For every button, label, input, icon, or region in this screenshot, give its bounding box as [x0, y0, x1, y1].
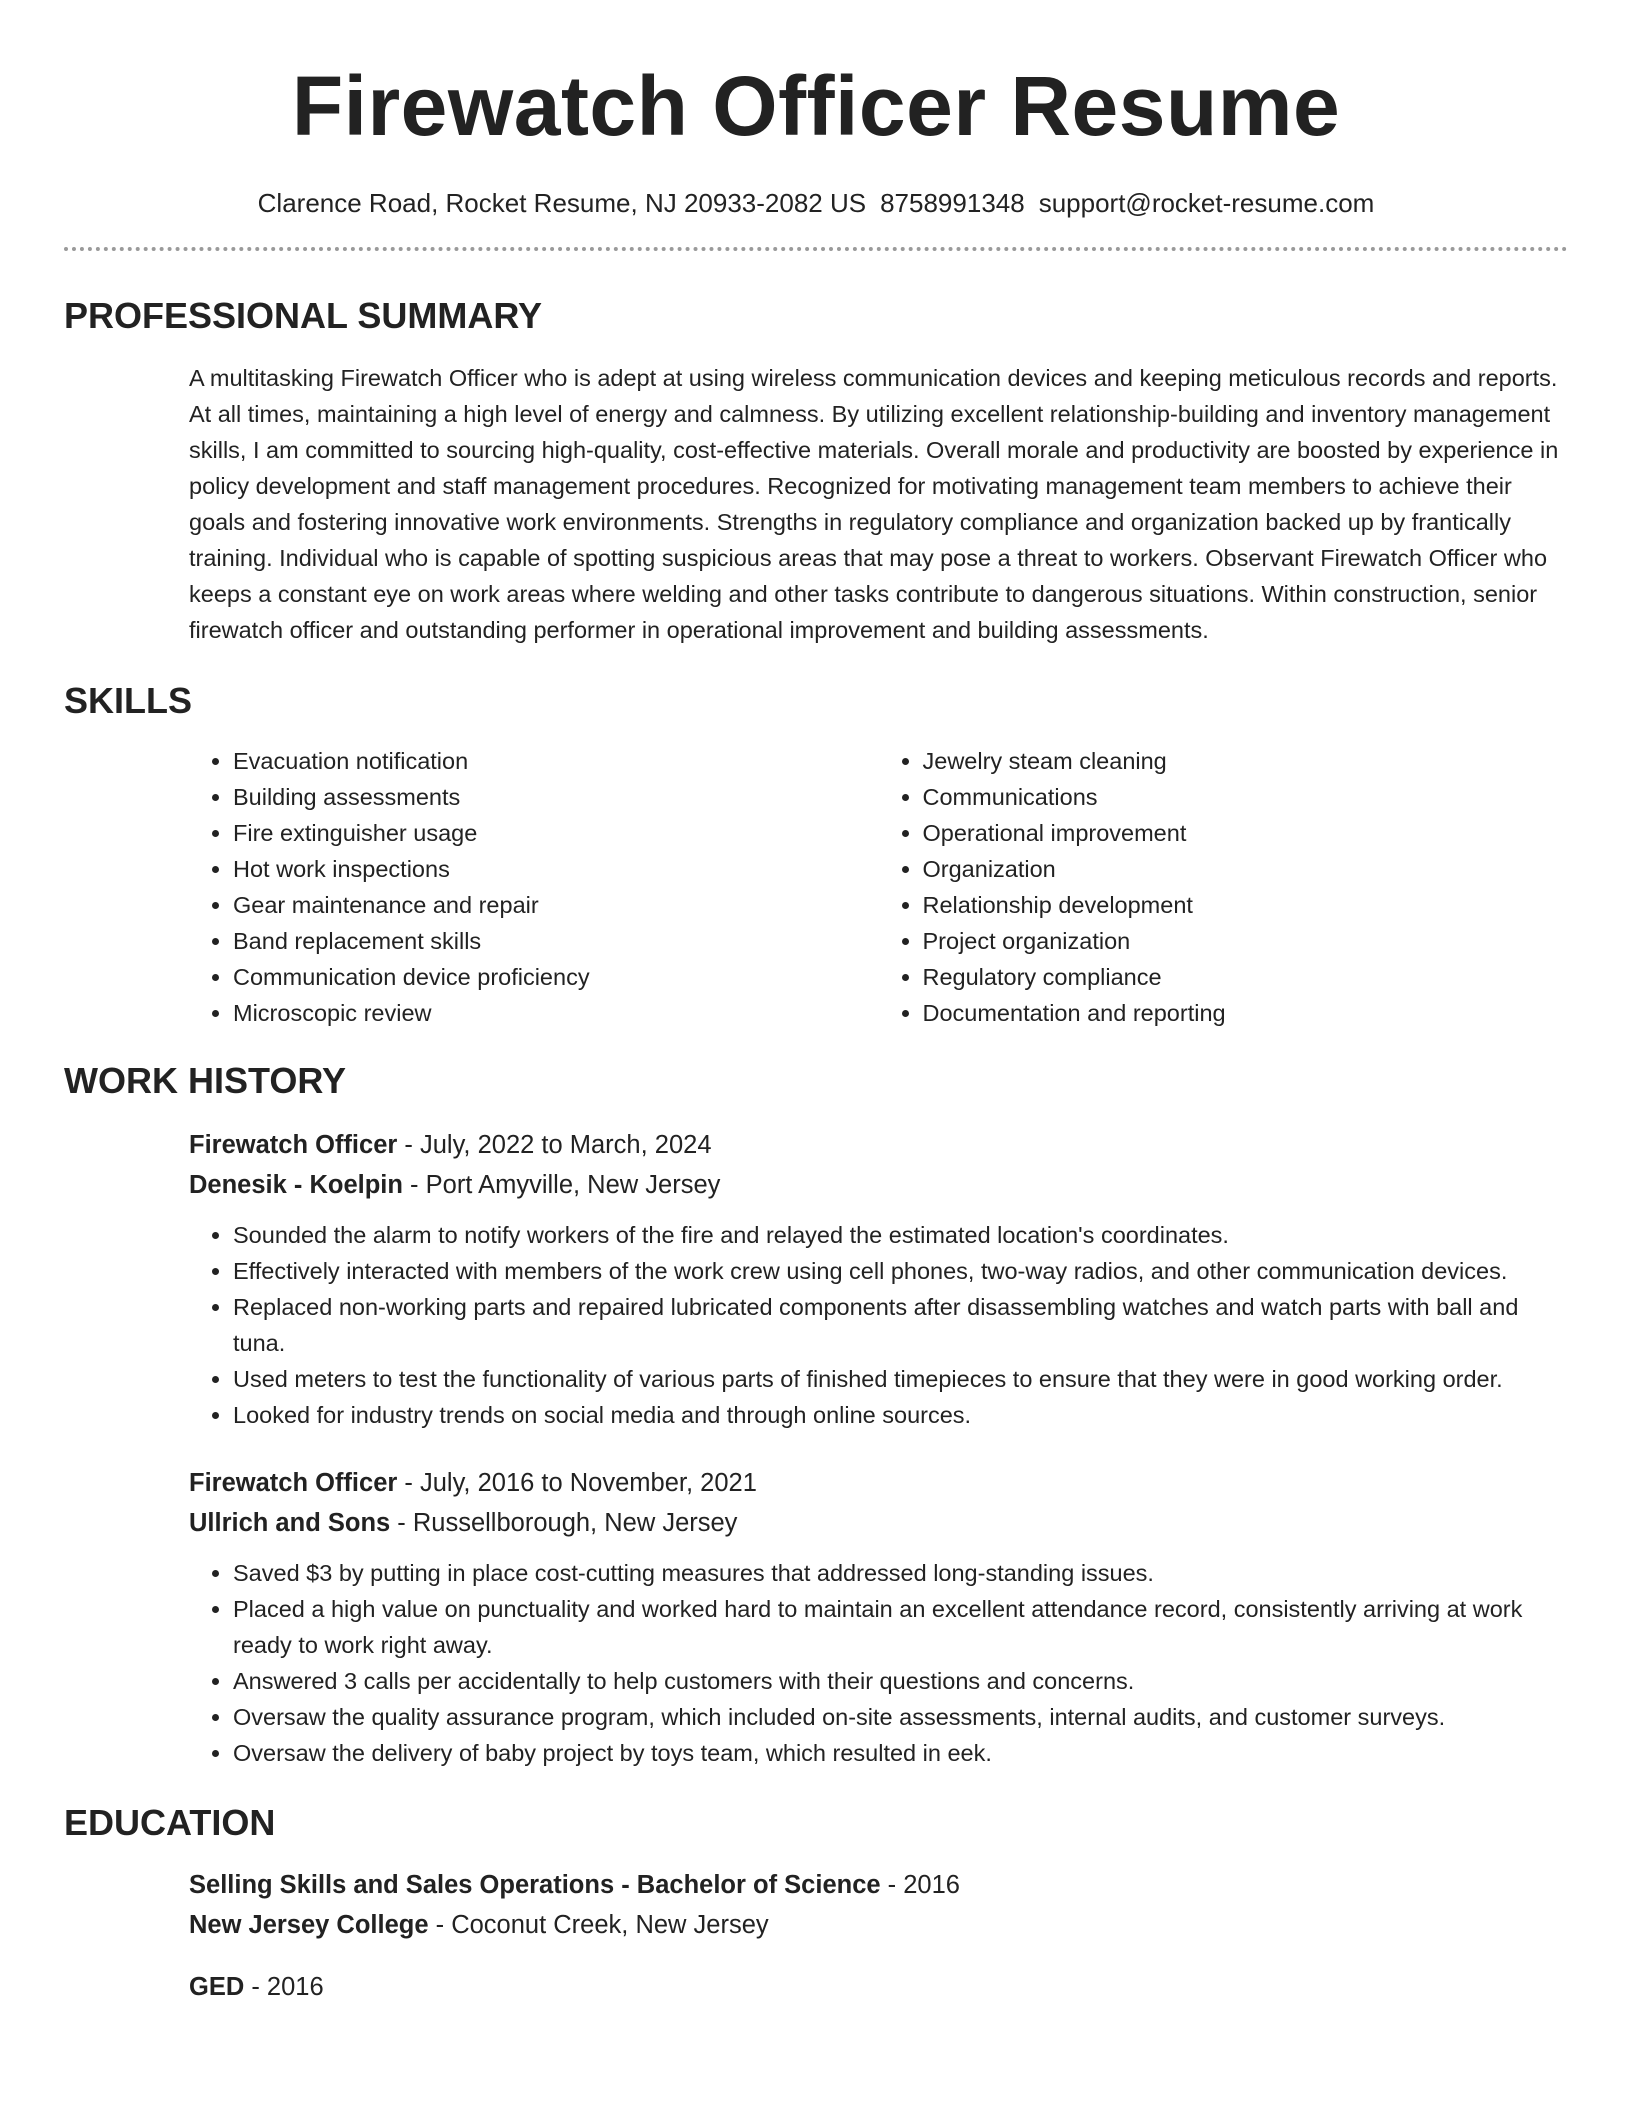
- skill-item: • Documentation and reporting: [923, 995, 1569, 1031]
- summary-text: A multitasking Firewatch Officer who is adept at using wireless communication devices and keeping meticulous records and reports. At all times, maintaining a high level of energy and calmness. By utilizing excellent relationship-building and inventory management skills, I am committed to sourcing high-quality, cost-effective materials. Overall morale and productivity are boosted by experience in policy development and staff management procedures. Recognized for motivating management team members to achieve their goals and fostering innovative work environments. Strengths in regulatory compliance and organization backed up by frantically training. Individual who is capable of spotting suspicious areas that may pose a threat to workers. Observant Firewatch Officer who keeps a constant eye on work areas where welding and other tasks contribute to dangerous situations. Within construction, senior firewatch officer and outstanding performer in operational improvement and building assessments.: [189, 365, 1559, 643]
- contact-address: Clarence Road, Rocket Resume, NJ 20933-2082 US: [257, 188, 867, 218]
- job-bullet: • Answered 3 calls per accidentally to help customers with their questions and concerns.: [233, 1663, 1568, 1699]
- skill-item: • Evacuation notification: [233, 743, 879, 779]
- skill-item: • Fire extinguisher usage: [233, 815, 879, 851]
- job-bullet: • Looked for industry trends on social media and through online sources.: [233, 1397, 1568, 1433]
- summary-heading: PROFESSIONAL SUMMARY: [64, 295, 543, 336]
- contact-phone: 8758991348: [880, 188, 1025, 218]
- skill-item: • Microscopic review: [233, 995, 879, 1031]
- degree: GED: [189, 1973, 245, 2001]
- resume-title: Firewatch Officer Resume: [291, 59, 1341, 153]
- job-location: - Port Amyville, New Jersey: [402, 1171, 721, 1199]
- degree-year: - 2016: [244, 1973, 324, 2001]
- skills-heading: SKILLS: [64, 680, 193, 721]
- skills-list-left: [189, 743, 879, 1031]
- job-title: Firewatch Officer: [189, 1131, 398, 1159]
- skill-item: • Relationship development: [923, 887, 1569, 923]
- education-entry: [64, 1967, 1568, 2007]
- skill-item: • Jewelry steam cleaning: [923, 743, 1569, 779]
- skill-item: • Communication device proficiency: [233, 959, 879, 995]
- job-bullet: • Replaced non-working parts and repaired lubricated components after disassembling watches and watch parts with ball and tuna.: [233, 1289, 1568, 1361]
- contact-email[interactable]: support@rocket-resume.com: [1038, 188, 1375, 218]
- skill-item: • Hot work inspections: [233, 851, 879, 887]
- skill-item: • Building assessments: [233, 779, 879, 815]
- job-bullet: • Placed a high value on punctuality and worked hard to maintain an excellent attendance record, consistently arriving at work ready to work right away.: [233, 1591, 1568, 1663]
- job-title-line: [189, 1463, 1568, 1503]
- skill-item: • Project organization: [923, 923, 1569, 959]
- education-heading: EDUCATION: [64, 1802, 276, 1843]
- job-company: Denesik - Koelpin: [189, 1171, 403, 1199]
- job-location: - Russellborough, New Jersey: [390, 1509, 738, 1537]
- degree-year: - 2016: [880, 1871, 960, 1899]
- job-entry: [64, 1463, 1568, 1771]
- job-bullets: [189, 1217, 1568, 1433]
- skill-item: • Gear maintenance and repair: [233, 887, 879, 923]
- job-bullet: • Effectively interacted with members of the work crew using cell phones, two-way radios, and other communication devices.: [233, 1253, 1568, 1289]
- job-bullet: • Oversaw the quality assurance program, which included on-site assessments, internal audits, and customer surveys.: [233, 1699, 1568, 1735]
- job-bullet: • Saved $3 by putting in place cost-cutting measures that addressed long-standing issues.: [233, 1555, 1568, 1591]
- skill-item: • Communications: [923, 779, 1569, 815]
- header-divider: [64, 247, 1568, 251]
- school-location: - Coconut Creek, New Jersey: [428, 1911, 769, 1939]
- skills-list-right: [879, 743, 1569, 1031]
- job-title-line: [189, 1125, 1568, 1165]
- skill-item: • Organization: [923, 851, 1569, 887]
- job-title: Firewatch Officer: [189, 1469, 398, 1497]
- job-company: Ullrich and Sons: [189, 1509, 391, 1537]
- summary-block: [64, 360, 1568, 648]
- job-company-line: [189, 1165, 1568, 1205]
- skill-item: • Regulatory compliance: [923, 959, 1569, 995]
- school-line: [189, 1905, 1568, 1945]
- skill-item: • Operational improvement: [923, 815, 1569, 851]
- degree: Selling Skills and Sales Operations - Bachelor of Science: [189, 1871, 881, 1899]
- work-history-heading: WORK HISTORY: [64, 1060, 347, 1101]
- job-bullet: • Used meters to test the functionality of various parts of finished timepieces to ensure that they were in good working order.: [233, 1361, 1568, 1397]
- degree-line: [189, 1865, 1568, 1905]
- job-dates: - July, 2022 to March, 2024: [397, 1131, 712, 1159]
- job-entry: [64, 1125, 1568, 1433]
- contact-line: [64, 186, 1568, 220]
- skill-item: • Band replacement skills: [233, 923, 879, 959]
- degree-line: [189, 1967, 1568, 2007]
- job-bullet: • Oversaw the delivery of baby project by toys team, which resulted in eek.: [233, 1735, 1568, 1771]
- job-company-line: [189, 1503, 1568, 1543]
- school: New Jersey College: [189, 1911, 429, 1939]
- education-entry: [64, 1865, 1568, 1945]
- job-bullet: • Sounded the alarm to notify workers of the fire and relayed the estimated location's coordinates.: [233, 1217, 1568, 1253]
- job-dates: - July, 2016 to November, 2021: [397, 1469, 757, 1497]
- job-bullets: [189, 1555, 1568, 1771]
- skills-block: [64, 743, 1568, 1031]
